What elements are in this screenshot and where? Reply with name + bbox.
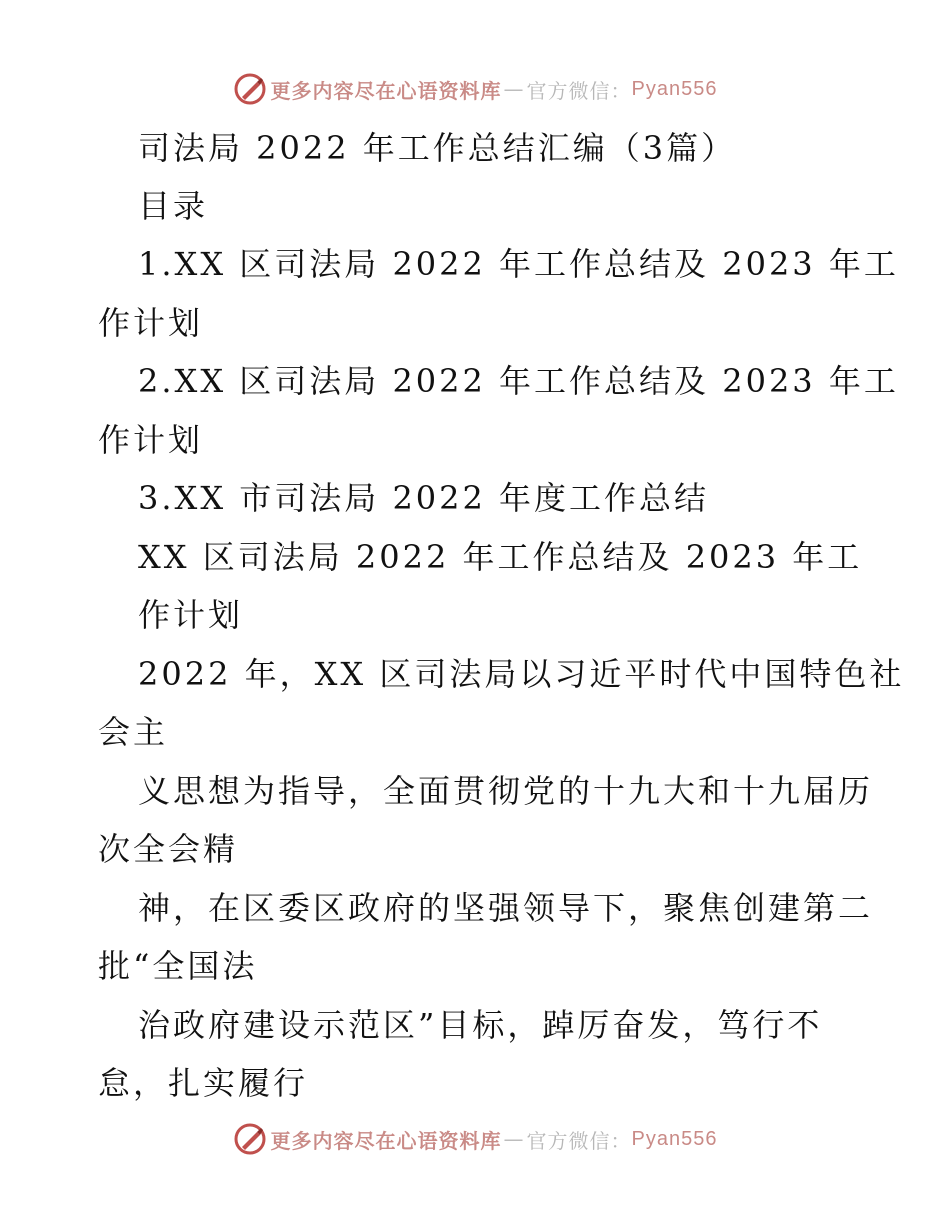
watermark-wechat-id: Pyan556 (631, 77, 718, 100)
toc-item-3-line1: 3.XX 市司法局 2022 年度工作总结 (138, 479, 710, 517)
watermark-header (0, 72, 950, 106)
watermark-separator: — (503, 77, 525, 101)
toc-item-2-line2: 作计划 (98, 421, 204, 459)
section-title-line2: 作计划 (138, 596, 244, 634)
toc-item-2-line1: 2.XX 区司法局 2022 年工作总结及 2023 年工 (138, 362, 899, 400)
paragraph-line: 2022 年，XX 区司法局以习近平时代中国特色社 (138, 655, 905, 693)
watermark-main-text: 更多内容尽在心语资料库 (270, 1128, 502, 1153)
watermark-separator: — (503, 1127, 525, 1151)
pen-logo-icon (233, 1122, 267, 1156)
pen-logo-icon (233, 72, 267, 106)
watermark-wechat-id: Pyan556 (631, 1127, 718, 1150)
watermark-footer (0, 1122, 950, 1156)
toc-heading: 目录 (138, 187, 209, 225)
paragraph-line: 义思想为指导，全面贯彻党的十九大和十九届历 (138, 772, 874, 810)
paragraph-line: 怠，扎实履行 (98, 1064, 309, 1102)
watermark-wechat-label: 官方微信： (526, 1128, 632, 1153)
toc-item-1-line2: 作计划 (98, 304, 204, 342)
paragraph-line: 治政府建设示范区”目标，踔厉奋发，笃行不 (138, 1006, 823, 1044)
paragraph-line: 会主 (98, 713, 169, 751)
watermark-wechat-label: 官方微信： (526, 78, 632, 103)
paragraph-line: 批“全国法 (98, 947, 258, 985)
paragraph-line: 次全会精 (98, 830, 239, 868)
watermark-main-text: 更多内容尽在心语资料库 (270, 78, 502, 103)
section-title-line1: XX 区司法局 2022 年工作总结及 2023 年工 (138, 538, 863, 576)
paragraph-line: 神，在区委区政府的坚强领导下，聚焦创建第二 (138, 889, 874, 927)
document-title: 司法局 2022 年工作总结汇编（3篇） (138, 129, 737, 167)
toc-item-1-line1: 1.XX 区司法局 2022 年工作总结及 2023 年工 (138, 245, 899, 283)
